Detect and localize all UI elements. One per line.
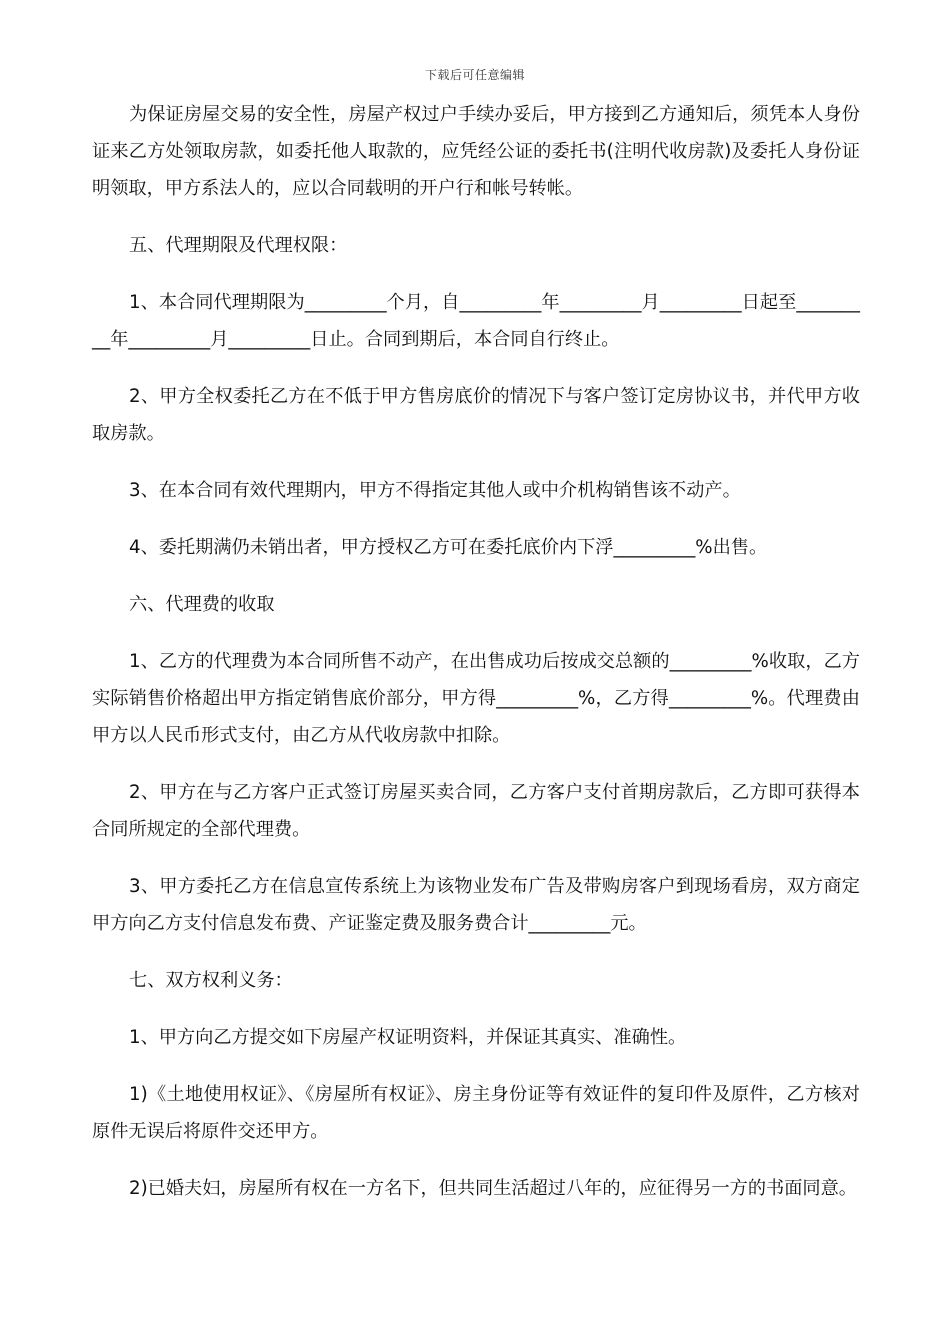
item-spouse-consent: 2)已婚夫妇，房屋所有权在一方名下，但共同生活超过八年的，应征得另一方的书面同意。 xyxy=(129,1178,857,1199)
section-heading-rights-obligations: 七、双方权利义务： xyxy=(129,970,293,991)
clause-fee-entitlement: 2、甲方在与乙方客户正式签订房屋买卖合同，乙方客户支付首期房款后，乙方即可获得本合同所规定的全部代理费。 xyxy=(92,782,860,840)
paragraph-payment-procedure: 为保证房屋交易的安全性，房屋产权过户手续办妥后，甲方接到乙方通知后，须凭本人身份证来乙方处领取房款，如委托他人取款的，应凭经公证的委托书(注明代收房款)及委托人身份证明领取，甲方系法人的，应以合同载明的开户行和帐号转帐。 xyxy=(92,104,860,199)
clause-full-authorization: 2、甲方全权委托乙方在不低于甲方售房底价的情况下与客户签订定房协议书，并代甲方收取房款。 xyxy=(92,386,860,444)
header-note: 下载后可任意编辑 xyxy=(424,68,525,82)
clause-agency-period: 1、本合同代理期限为_________个月，自_________年_________月_________日起至_________年_________月_________日止。合同到期后，本合同自行终止。 xyxy=(92,292,860,350)
section-heading-agency-term: 五、代理期限及代理权限： xyxy=(129,235,348,256)
clause-ownership-documents: 1、甲方向乙方提交如下房屋产权证明资料，并保证其真实、准确性。 xyxy=(129,1027,687,1048)
clause-advertising-fee: 3、甲方委托乙方在信息宣传系统上为该物业发布广告及带购房客户到现场看房，双方商定甲方向乙方支付信息发布费、产证鉴定费及服务费合计_________元。 xyxy=(92,876,860,934)
item-certificates: 1)《土地使用权证》、《房屋所有权证》、房主身份证等有效证件的复印件及原件，乙方核对原件无误后将原件交还甲方。 xyxy=(92,1084,860,1142)
clause-fee-rate: 1、乙方的代理费为本合同所售不动产，在出售成功后按成交总额的_________%收取，乙方实际销售价格超出甲方指定销售底价部分，甲方得_________%，乙方得_________%。代理费由甲方以人民币形式支付，由乙方从代收房款中扣除。 xyxy=(92,651,860,746)
clause-exclusive-agency: 3、在本合同有效代理期内，甲方不得指定其他人或中介机构销售该不动产。 xyxy=(129,480,741,501)
section-heading-agency-fee: 六、代理费的收取 xyxy=(129,594,275,615)
clause-price-reduction: 4、委托期满仍未销出者，甲方授权乙方可在委托底价内下浮_________%出售。 xyxy=(129,537,768,558)
contract-body xyxy=(92,96,860,1227)
